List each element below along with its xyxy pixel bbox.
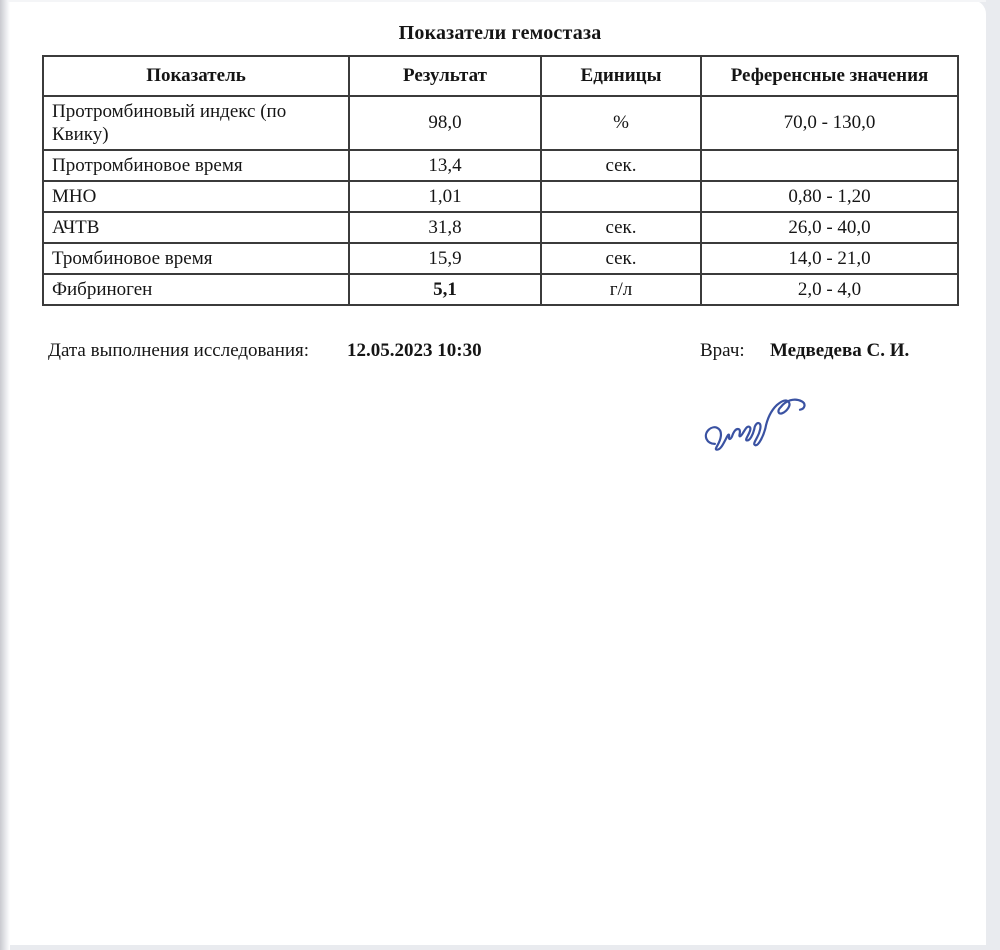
- photo-left-edge: [0, 0, 10, 950]
- column-header-units: Единицы: [541, 56, 701, 96]
- reference-cell: [701, 150, 958, 181]
- units-cell: сек.: [541, 212, 701, 243]
- units-cell: [541, 181, 701, 212]
- indicator-cell: Протромбиновый индекс (по Квику): [43, 96, 349, 150]
- table-row: [43, 243, 958, 274]
- indicator-cell: Тромбиновое время: [43, 243, 349, 274]
- indicator-cell: Фибриноген: [43, 274, 349, 305]
- page-title: Показатели гемостаза: [398, 22, 602, 44]
- result-cell: 31,8: [349, 212, 541, 243]
- result-cell: 1,01: [349, 181, 541, 212]
- table-row: [43, 150, 958, 181]
- reference-cell: 2,0 - 4,0: [701, 274, 958, 305]
- reference-cell: 14,0 - 21,0: [701, 243, 958, 274]
- result-cell: 5,1: [349, 274, 541, 305]
- signature-stroke: [702, 398, 809, 452]
- units-cell: сек.: [541, 150, 701, 181]
- column-header-reference: Референсные значения: [701, 56, 958, 96]
- doctor-name: Медведева С. И.: [770, 340, 910, 361]
- result-cell: 98,0: [349, 96, 541, 150]
- photo-top-edge: [8, 0, 986, 2]
- test-date-label: Дата выполнения исследования:: [48, 340, 310, 361]
- reference-cell: 70,0 - 130,0: [701, 96, 958, 150]
- units-cell: %: [541, 96, 701, 150]
- units-cell: г/л: [541, 274, 701, 305]
- report-footer: [48, 340, 958, 364]
- result-cell: 15,9: [349, 243, 541, 274]
- indicator-cell: Протромбиновое время: [43, 150, 349, 181]
- reference-cell: 0,80 - 1,20: [701, 181, 958, 212]
- column-header-result: Результат: [349, 56, 541, 96]
- column-header-indicator: Показатель: [43, 56, 349, 96]
- reference-cell: 26,0 - 40,0: [701, 212, 958, 243]
- table-row: [43, 181, 958, 212]
- hemostasis-table: [42, 55, 959, 306]
- doctor-label: Врач:: [700, 340, 745, 361]
- table-row: [43, 274, 958, 305]
- test-date-value: 12.05.2023 10:30: [347, 340, 482, 361]
- indicator-cell: АЧТВ: [43, 212, 349, 243]
- result-cell: 13,4: [349, 150, 541, 181]
- indicator-cell: МНО: [43, 181, 349, 212]
- table-row: [43, 212, 958, 243]
- table-row: [43, 96, 958, 150]
- doctor-signature: [689, 360, 820, 466]
- units-cell: сек.: [541, 243, 701, 274]
- table-header-row: [43, 56, 958, 96]
